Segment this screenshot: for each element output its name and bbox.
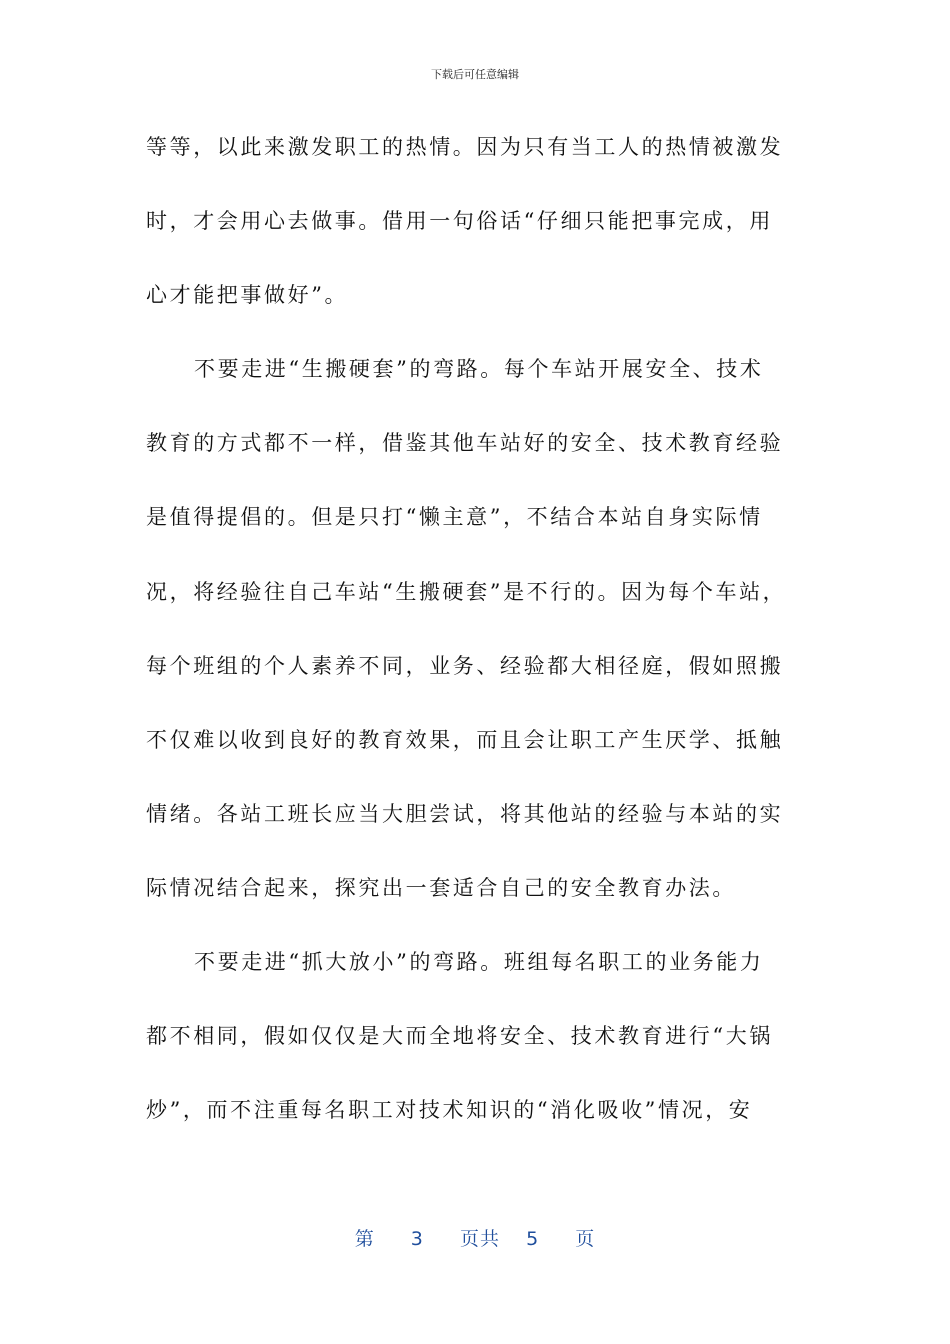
current-page-number: 3 — [410, 1228, 424, 1250]
footer-suffix: 页 — [575, 1228, 596, 1250]
text-line: 际情况结合起来，探究出一套适合自己的安全教育办法。 — [146, 875, 736, 900]
text-line: 是值得提倡的。但是只打“懒主意”，不结合本站自身实际情 — [146, 505, 763, 530]
text-line: 况，将经验往自己车站“生搬硬套”是不行的。因为每个车站， — [146, 579, 787, 604]
text-line: 教育的方式都不一样，借鉴其他车站好的安全、技术教育经验 — [146, 431, 784, 456]
text-line: 心才能把事做好”。 — [146, 283, 349, 308]
text-line: 都不相同，假如仅仅是大而全地将安全、技术教育进行“大锅 — [146, 1024, 773, 1049]
page-number-footer — [0, 1224, 950, 1251]
text-line: 情绪。各站工班长应当大胆尝试，将其他站的经验与本站的实 — [146, 801, 784, 826]
header-note: 下载后可任意编辑 — [431, 68, 519, 81]
text-line: 时，才会用心去做事。借用一句俗话“仔细只能把事完成，用 — [146, 209, 773, 234]
text-line: 炒”，而不注重每名职工对技术知识的“消化吸收”情况，安 — [146, 1098, 753, 1123]
paragraph-start-line: 不要走进“生搬硬套”的弯路。每个车站开展安全、技术 — [194, 357, 764, 382]
footer-mid: 页共 — [459, 1228, 500, 1250]
text-line: 等等，以此来激发职工的热情。因为只有当工人的热情被激发 — [146, 135, 784, 159]
total-page-number: 5 — [526, 1228, 540, 1250]
body-text — [146, 127, 806, 1164]
footer-prefix: 第 — [354, 1228, 375, 1250]
text-line: 每个班组的个人素养不同，业务、经验都大相径庭，假如照搬 — [146, 653, 784, 678]
paragraph-start-line: 不要走进“抓大放小”的弯路。班组每名职工的业务能力 — [194, 950, 764, 975]
text-line: 不仅难以收到良好的教育效果，而且会让职工产生厌学、抵触 — [146, 727, 784, 752]
